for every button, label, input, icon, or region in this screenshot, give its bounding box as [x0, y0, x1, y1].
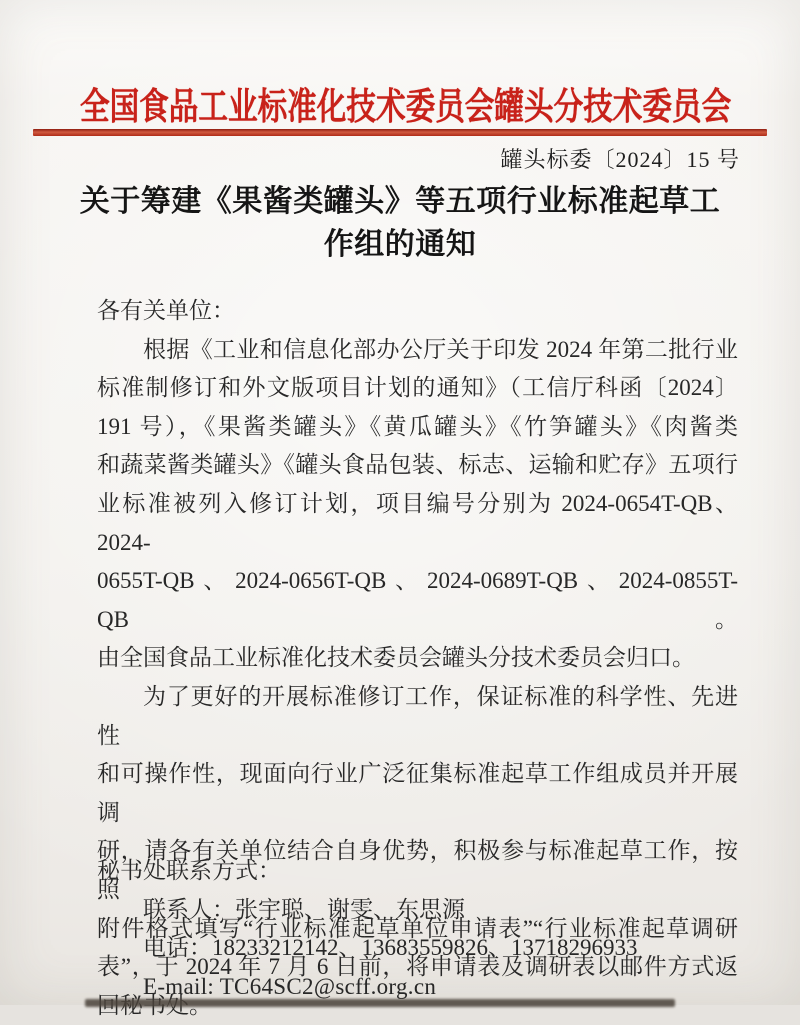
body-line: 为了更好的开展标准修订工作，保证标准的科学性、先进性 [97, 683, 738, 748]
document-title [40, 180, 760, 266]
body-line: 由全国食品工业标准化技术委员会罐头分技术委员会归口。 [97, 645, 695, 671]
title-line-1: 关于筹建《果酱类罐头》等五项行业标准起草工 [79, 185, 721, 218]
org-title: 全国食品工业标准化技术委员会罐头分技术委员会 [80, 87, 732, 128]
body-line: 附件格式填写“行业标准起草单位申请表”“行业标准起草调研 [97, 915, 738, 941]
body-line: 各有关单位： [97, 298, 235, 323]
body-line: 业标准被列入修订计划，项目编号分别为 2024-0654T-QB、2024- [97, 490, 738, 555]
body-line: 191 号），《果酱类罐头》《黄瓜罐头》《竹笋罐头》《肉酱类 [97, 413, 738, 439]
contact-heading: 秘书处联系方式： [97, 858, 281, 883]
body-line: 和蔬菜酱类罐头》《罐头食品包装、标志、运输和贮存》五项行 [97, 452, 738, 478]
red-divider-line [33, 129, 767, 136]
body-line: 0655T-QB、2024-0656T-QB、2024-0689T-QB、2024-0855T-QB。 [97, 568, 738, 632]
contact-phone: 电话：18233212142、13683559826、13718296933 [143, 935, 638, 961]
body-line: 和可操作性，现面向行业广泛征集标准起草工作组成员并开展调 [97, 761, 738, 825]
contact-email: E-mail: TC64SC2@scff.org.cn [143, 973, 437, 999]
body-line: 研，请各有关单位结合自身优势，积极参与标准起草工作，按照 [97, 838, 738, 902]
title-line-2: 作组的通知 [323, 228, 477, 261]
photo-bottom-shadow [85, 999, 675, 1007]
body-line: 根据《工业和信息化部办公厅关于印发 2024 年第二批行业 [143, 336, 738, 362]
contact-section [97, 852, 738, 1006]
body-line: 标准制修订和外文版项目计划的通知》（工信厅科函〔2024〕 [97, 375, 738, 401]
body-line: 表”，于 2024 年 7 月 6 日前，将申请表及调研表以邮件方式返 [97, 954, 738, 980]
contact-person: 联系人：张宇聪、谢雯、东思源 [143, 896, 465, 922]
doc-number: 罐头标委〔2024〕15 号 [500, 147, 740, 172]
